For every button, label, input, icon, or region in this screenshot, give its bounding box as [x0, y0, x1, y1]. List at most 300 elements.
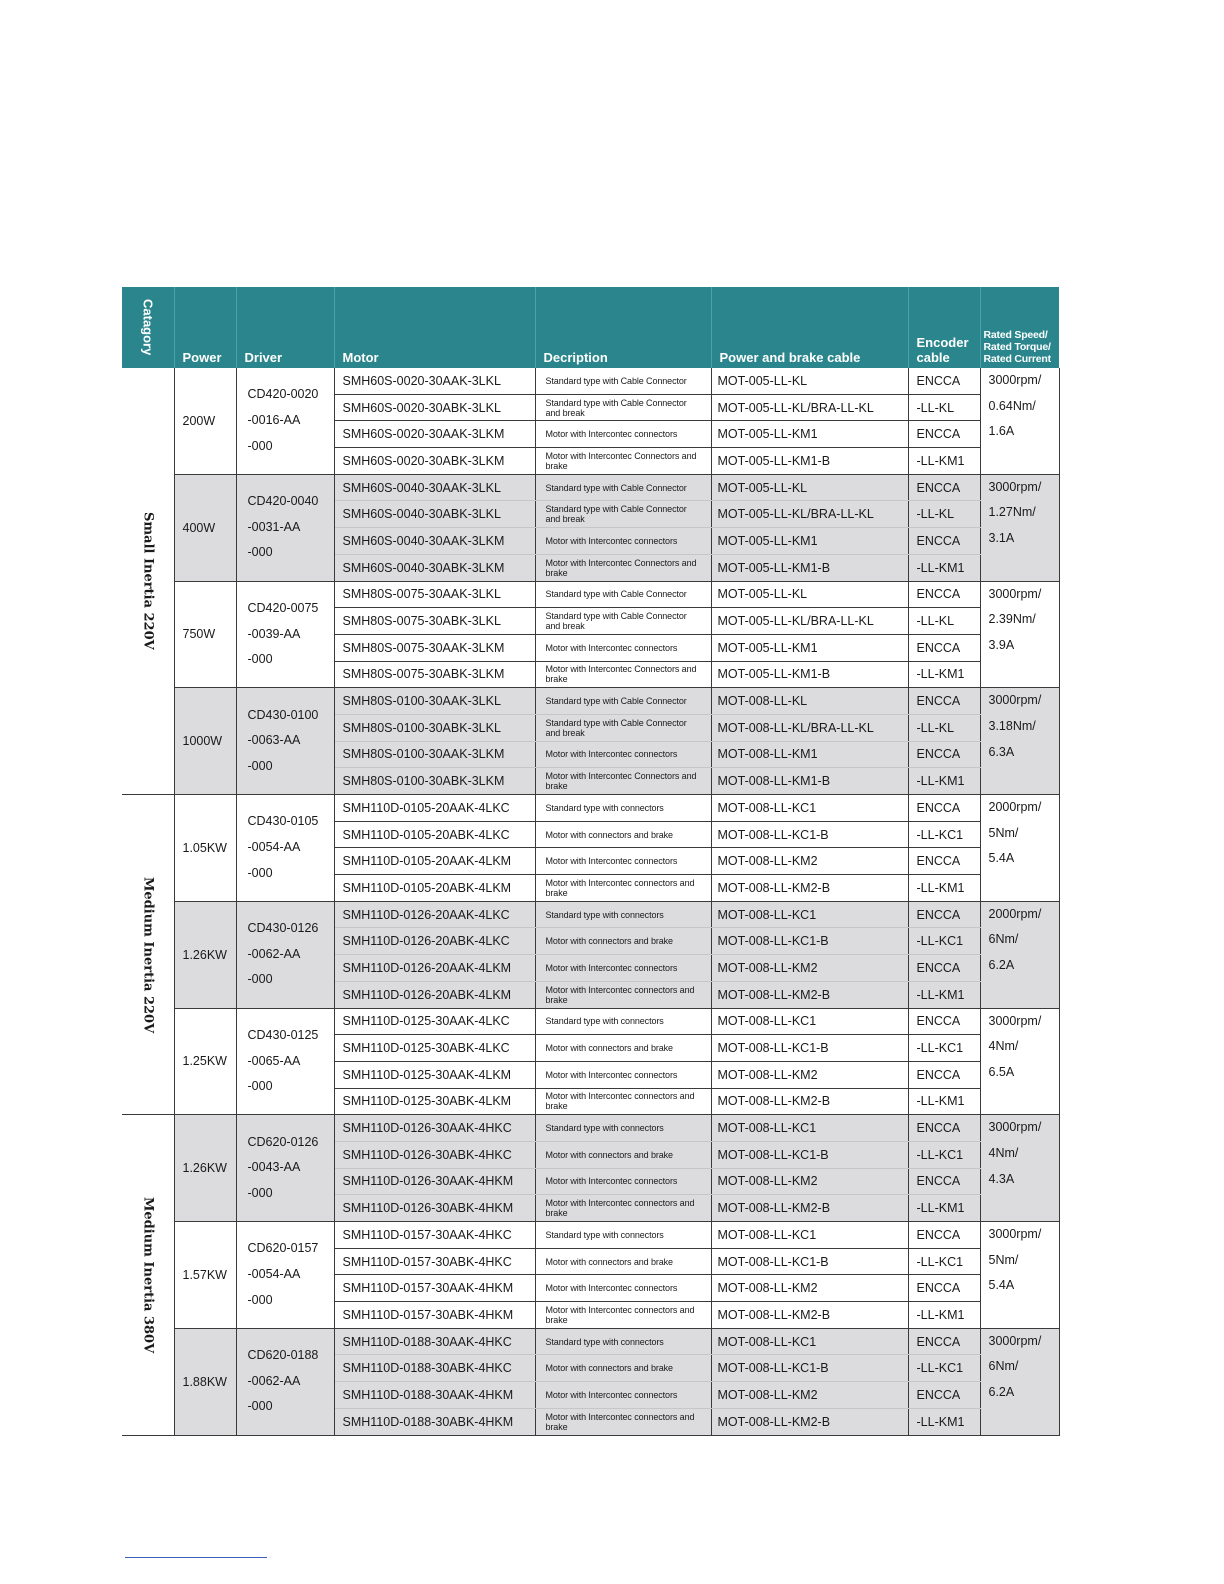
power-cable-cell: MOT-005-LL-KL: [711, 581, 908, 608]
description-cell: [535, 981, 711, 1008]
encoder-cable-cell: -LL-KL: [908, 394, 980, 421]
rated-line: 2000rpm/: [988, 906, 1042, 921]
encoder-cable-cell: ENCCA: [908, 741, 980, 768]
power-cable-cell: MOT-008-LL-KC1-B: [711, 1141, 908, 1168]
power-cable-cell: MOT-008-LL-KM2: [711, 1168, 908, 1195]
driver-line: -000: [247, 1399, 273, 1414]
encoder-cable-cell: ENCCA: [908, 1222, 980, 1249]
power-cable-cell: MOT-005-LL-KL: [711, 368, 908, 394]
description-text: Standard type with connectors: [545, 1336, 664, 1347]
description-cell: [535, 1035, 711, 1062]
encoder-cable-cell: ENCCA: [908, 688, 980, 715]
motor-cell: SMH110D-0126-30AAK-4HKM: [334, 1168, 535, 1195]
description-text: Standard type with connectors: [545, 909, 664, 920]
motor-cell: SMH80S-0100-30ABK-3LKM: [334, 768, 535, 795]
driver-line: CD620-0126: [247, 1134, 319, 1149]
description-cell: [535, 768, 711, 795]
motor-cell: SMH110D-0105-20AAK-4LKC: [334, 795, 535, 822]
description-cell: [535, 714, 711, 741]
driver-cell: [236, 795, 334, 902]
driver-line: -0065-AA: [247, 1053, 301, 1068]
rated-line: 3000rpm/: [988, 693, 1042, 708]
driver-line: -000: [247, 652, 273, 667]
description-text: Standard type with connectors: [545, 1016, 664, 1027]
rated-line: 6.5A: [988, 1064, 1015, 1079]
motor-cell: SMH110D-0125-30ABK-4LKC: [334, 1035, 535, 1062]
encoder-cable-cell: ENCCA: [908, 581, 980, 608]
rated-line: 3000rpm/: [988, 586, 1042, 601]
encoder-cable-cell: -LL-KM1: [908, 1408, 980, 1435]
driver-line: CD620-0188: [247, 1348, 319, 1363]
table-row: [122, 474, 1059, 501]
description-cell: [535, 421, 711, 448]
driver-cell: [236, 1008, 334, 1115]
encoder-cable-cell: -LL-KL: [908, 608, 980, 635]
description-text: Standard type with Cable Connector: [545, 482, 687, 493]
motor-cell: SMH60S-0040-30ABK-3LKL: [334, 501, 535, 528]
power-cable-cell: MOT-005-LL-KM1: [711, 528, 908, 555]
description-text: Standard type with Cable Connector: [545, 589, 687, 600]
rated-cell: [980, 1008, 1059, 1115]
rated-line: 2.39Nm/: [988, 612, 1036, 627]
rated-line: 3.9A: [988, 637, 1015, 652]
encoder-cable-cell: -LL-KM1: [908, 448, 980, 475]
encoder-cable-cell: -LL-KC1: [908, 821, 980, 848]
driver-line: -0062-AA: [247, 946, 301, 961]
description-text: Motor with Intercontec Connectors and brake: [545, 450, 697, 471]
power-cable-cell: MOT-008-LL-KC1: [711, 1222, 908, 1249]
driver-line: CD420-0075: [247, 600, 319, 615]
description-cell: [535, 448, 711, 475]
encoder-cable-cell: ENCCA: [908, 1275, 980, 1302]
rated-line: 1.27Nm/: [988, 505, 1036, 520]
motor-cell: SMH60S-0040-30AAK-3LKL: [334, 474, 535, 501]
description-cell: [535, 581, 711, 608]
driver-line: -000: [247, 438, 273, 453]
description-cell: [535, 1382, 711, 1409]
power-cell: 1.25KW: [174, 1008, 236, 1115]
description-text: Motor with connectors and brake: [545, 1149, 673, 1160]
table-row: [122, 901, 1059, 928]
header-power: Power: [174, 287, 236, 368]
encoder-cable-cell: ENCCA: [908, 1115, 980, 1142]
power-cable-cell: MOT-008-LL-KM2: [711, 1275, 908, 1302]
power-cell: 750W: [174, 581, 236, 688]
driver-line: CD430-0126: [247, 921, 319, 936]
description-text: Motor with Intercontec Connectors and brake: [545, 771, 697, 792]
driver-cell: [236, 1115, 334, 1222]
encoder-cable-cell: -LL-KC1: [908, 1141, 980, 1168]
encoder-cable-cell: ENCCA: [908, 1382, 980, 1409]
description-cell: [535, 1141, 711, 1168]
driver-cell: [236, 1222, 334, 1329]
rated-line: 5.4A: [988, 851, 1015, 866]
description-text: Standard type with Cable Connector and break: [545, 611, 687, 632]
motor-cell: SMH80S-0075-30AAK-3LKM: [334, 634, 535, 661]
power-cable-cell: MOT-008-LL-KC1-B: [711, 1248, 908, 1275]
power-cable-cell: MOT-005-LL-KM1-B: [711, 448, 908, 475]
motor-cell: SMH110D-0188-30ABK-4HKM: [334, 1408, 535, 1435]
header-row: [122, 287, 1059, 368]
encoder-cable-cell: -LL-KM1: [908, 1088, 980, 1115]
description-text: Motor with Intercontec connectors and brake: [545, 1411, 695, 1432]
category-label: Small Inertia 220V: [140, 512, 156, 650]
rated-line: 4Nm/: [988, 1039, 1019, 1054]
description-cell: [535, 928, 711, 955]
motor-cell: SMH60S-0020-30ABK-3LKL: [334, 394, 535, 421]
rated-cell: [980, 1328, 1059, 1435]
description-cell: [535, 821, 711, 848]
encoder-cable-cell: ENCCA: [908, 368, 980, 394]
power-cell: 1.57KW: [174, 1222, 236, 1329]
power-cable-cell: MOT-008-LL-KC1: [711, 1115, 908, 1142]
motor-cell: SMH60S-0020-30ABK-3LKM: [334, 448, 535, 475]
driver-line: CD620-0157: [247, 1241, 319, 1256]
rated-cell: [980, 1115, 1059, 1222]
rated-line: 4Nm/: [988, 1145, 1019, 1160]
description-text: Standard type with connectors: [545, 1229, 664, 1240]
power-cell: 1.88KW: [174, 1328, 236, 1435]
description-cell: [535, 1088, 711, 1115]
driver-cell: [236, 1328, 334, 1435]
driver-cell: [236, 474, 334, 581]
motor-cell: SMH80S-0075-30AAK-3LKL: [334, 581, 535, 608]
driver-line: -0054-AA: [247, 840, 301, 855]
rated-cell: [980, 901, 1059, 1008]
category-label: Medium Inertia 220V: [140, 876, 156, 1033]
motor-cell: SMH110D-0126-30ABK-4HKM: [334, 1195, 535, 1222]
encoder-cable-cell: ENCCA: [908, 634, 980, 661]
description-text: Motor with Intercontec connectors: [545, 429, 678, 440]
power-cable-cell: MOT-008-LL-KC1-B: [711, 928, 908, 955]
rated-line: 5Nm/: [988, 1252, 1019, 1267]
category-cell: [122, 795, 174, 1115]
category-cell: [122, 368, 174, 795]
description-text: Standard type with Cable Connector: [545, 375, 687, 386]
description-cell: [535, 368, 711, 394]
description-cell: [535, 1195, 711, 1222]
description-text: Motor with Intercontec connectors: [545, 962, 678, 973]
description-cell: [535, 848, 711, 875]
power-cable-cell: MOT-005-LL-KL: [711, 474, 908, 501]
description-text: Standard type with Cable Connector and break: [545, 397, 687, 418]
rated-line: 3.1A: [988, 531, 1015, 546]
power-cable-cell: MOT-008-LL-KC1: [711, 901, 908, 928]
description-text: Motor with Intercontec connectors and brake: [545, 1091, 695, 1112]
encoder-cable-cell: -LL-KC1: [908, 928, 980, 955]
description-cell: [535, 634, 711, 661]
description-cell: [535, 1275, 711, 1302]
description-cell: [535, 1115, 711, 1142]
description-text: Standard type with Cable Connector and break: [545, 504, 687, 525]
rated-cell: [980, 795, 1059, 902]
driver-line: -000: [247, 758, 273, 773]
encoder-cable-cell: ENCCA: [908, 901, 980, 928]
driver-line: -000: [247, 972, 273, 987]
power-cable-cell: MOT-008-LL-KM2-B: [711, 1088, 908, 1115]
encoder-cable-cell: -LL-KM1: [908, 554, 980, 581]
description-cell: [535, 901, 711, 928]
encoder-cable-cell: -LL-KC1: [908, 1248, 980, 1275]
servo-spec-table: [122, 287, 1060, 1436]
motor-cell: SMH110D-0126-20ABK-4LKC: [334, 928, 535, 955]
header-rated: Rated Speed/ Rated Torque/ Rated Current: [980, 287, 1059, 368]
motor-cell: SMH110D-0157-30ABK-4HKM: [334, 1302, 535, 1329]
rated-line: 3000rpm/: [988, 479, 1042, 494]
rated-line: 2000rpm/: [988, 800, 1042, 814]
description-cell: [535, 554, 711, 581]
motor-cell: SMH110D-0126-30AAK-4HKC: [334, 1115, 535, 1142]
description-cell: [535, 1408, 711, 1435]
rated-line: 6Nm/: [988, 1359, 1019, 1374]
motor-cell: SMH110D-0126-20AAK-4LKM: [334, 955, 535, 982]
encoder-cable-cell: -LL-KM1: [908, 1195, 980, 1222]
power-cell: 1.26KW: [174, 901, 236, 1008]
description-text: Standard type with connectors: [545, 802, 664, 813]
power-cable-cell: MOT-008-LL-KM1-B: [711, 768, 908, 795]
rated-line: 6.2A: [988, 958, 1015, 973]
description-cell: [535, 661, 711, 688]
motor-cell: SMH110D-0125-30AAK-4LKM: [334, 1061, 535, 1088]
rated-line: 3.18Nm/: [988, 718, 1036, 733]
driver-cell: [236, 901, 334, 1008]
table-row: [122, 795, 1059, 822]
description-cell: [535, 394, 711, 421]
encoder-cable-cell: ENCCA: [908, 848, 980, 875]
description-text: Motor with Intercontec connectors: [545, 1176, 678, 1187]
motor-cell: SMH110D-0157-30ABK-4HKC: [334, 1248, 535, 1275]
encoder-cable-cell: ENCCA: [908, 1061, 980, 1088]
motor-cell: SMH110D-0125-30AAK-4LKC: [334, 1008, 535, 1035]
description-cell: [535, 1061, 711, 1088]
description-cell: [535, 955, 711, 982]
power-cable-cell: MOT-005-LL-KM1: [711, 421, 908, 448]
rated-cell: [980, 581, 1059, 688]
motor-cell: SMH110D-0125-30ABK-4LKM: [334, 1088, 535, 1115]
driver-line: -000: [247, 1079, 273, 1094]
table-row: [122, 688, 1059, 715]
description-text: Motor with Intercontec connectors: [545, 1069, 678, 1080]
power-cell: 1.26KW: [174, 1115, 236, 1222]
encoder-cable-cell: -LL-KC1: [908, 1035, 980, 1062]
category-label: Medium Inertia 380V: [140, 1196, 156, 1353]
rated-line: 6Nm/: [988, 932, 1019, 947]
rated-line: 3000rpm/: [988, 1120, 1042, 1135]
description-cell: [535, 795, 711, 822]
motor-cell: SMH110D-0126-30ABK-4HKC: [334, 1141, 535, 1168]
header-category: Catagory: [122, 287, 174, 368]
encoder-cable-cell: -LL-KL: [908, 714, 980, 741]
header-description: Decription: [535, 287, 711, 368]
motor-cell: SMH80S-0075-30ABK-3LKL: [334, 608, 535, 635]
encoder-cable-cell: -LL-KL: [908, 501, 980, 528]
motor-cell: SMH110D-0105-20AAK-4LKM: [334, 848, 535, 875]
motor-cell: SMH110D-0105-20ABK-4LKM: [334, 875, 535, 902]
description-text: Motor with Intercontec connectors and brake: [545, 1198, 695, 1219]
driver-cell: [236, 368, 334, 474]
description-cell: [535, 474, 711, 501]
power-cable-cell: MOT-008-LL-KM2-B: [711, 875, 908, 902]
table-row: [122, 1115, 1059, 1142]
power-cable-cell: MOT-005-LL-KL/BRA-LL-KL: [711, 394, 908, 421]
power-cable-cell: MOT-008-LL-KM1: [711, 741, 908, 768]
rated-cell: [980, 1222, 1059, 1329]
description-text: Motor with Intercontec connectors and brake: [545, 984, 695, 1005]
power-cable-cell: MOT-005-LL-KL/BRA-LL-KL: [711, 501, 908, 528]
description-text: Motor with connectors and brake: [545, 1256, 673, 1267]
power-cable-cell: MOT-008-LL-KM2-B: [711, 981, 908, 1008]
driver-line: -0016-AA: [247, 413, 301, 428]
description-cell: [535, 528, 711, 555]
motor-cell: SMH110D-0188-30AAK-4HKC: [334, 1328, 535, 1355]
description-text: Motor with Intercontec Connectors and brake: [545, 557, 697, 578]
power-cable-cell: MOT-008-LL-KC1-B: [711, 1355, 908, 1382]
driver-line: CD420-0020: [247, 387, 319, 402]
power-cable-cell: MOT-008-LL-KC1-B: [711, 1035, 908, 1062]
encoder-cable-cell: -LL-KM1: [908, 1302, 980, 1329]
power-cable-cell: MOT-008-LL-KM2: [711, 848, 908, 875]
motor-cell: SMH110D-0126-20ABK-4LKM: [334, 981, 535, 1008]
motor-cell: SMH80S-0075-30ABK-3LKM: [334, 661, 535, 688]
power-cable-cell: MOT-008-LL-KC1: [711, 1328, 908, 1355]
driver-line: -0063-AA: [247, 733, 301, 748]
encoder-cable-cell: -LL-KM1: [908, 875, 980, 902]
driver-line: CD430-0125: [247, 1027, 319, 1042]
power-cable-cell: MOT-008-LL-KL: [711, 688, 908, 715]
description-text: Standard type with Cable Connector and break: [545, 717, 687, 738]
driver-line: -000: [247, 545, 273, 560]
description-cell: [535, 1222, 711, 1249]
description-text: Motor with Intercontec Connectors and brake: [545, 664, 697, 685]
rated-line: 6.2A: [988, 1385, 1015, 1400]
driver-line: -000: [247, 1292, 273, 1307]
description-text: Motor with Intercontec connectors and brake: [545, 1304, 695, 1325]
description-cell: [535, 741, 711, 768]
description-cell: [535, 608, 711, 635]
encoder-cable-cell: -LL-KC1: [908, 1355, 980, 1382]
footer-divider: [125, 1557, 267, 1558]
rated-line: 5.4A: [988, 1278, 1015, 1293]
rated-line: 3000rpm/: [988, 1013, 1042, 1028]
power-cable-cell: MOT-008-LL-KM2-B: [711, 1408, 908, 1435]
power-cable-cell: MOT-005-LL-KL/BRA-LL-KL: [711, 608, 908, 635]
power-cable-cell: MOT-005-LL-KM1-B: [711, 554, 908, 581]
description-text: Standard type with Cable Connector: [545, 696, 687, 707]
description-text: Motor with connectors and brake: [545, 829, 673, 840]
encoder-cable-cell: ENCCA: [908, 1328, 980, 1355]
description-text: Motor with Intercontec connectors: [545, 642, 678, 653]
encoder-cable-cell: ENCCA: [908, 795, 980, 822]
power-cell: 200W: [174, 368, 236, 474]
rated-line: 3000rpm/: [988, 373, 1042, 387]
rated-line: 0.64Nm/: [988, 398, 1036, 413]
driver-line: CD430-0105: [247, 814, 319, 829]
motor-cell: SMH110D-0157-30AAK-4HKM: [334, 1275, 535, 1302]
description-cell: [535, 1168, 711, 1195]
encoder-cable-cell: ENCCA: [908, 474, 980, 501]
table-body: [122, 368, 1059, 1435]
rated-line: 6.3A: [988, 744, 1015, 759]
driver-line: CD420-0040: [247, 494, 319, 509]
power-cable-cell: MOT-008-LL-KM2-B: [711, 1195, 908, 1222]
power-cable-cell: MOT-008-LL-KC1: [711, 795, 908, 822]
power-cable-cell: MOT-008-LL-KC1: [711, 1008, 908, 1035]
description-text: Standard type with connectors: [545, 1123, 664, 1134]
rated-line: 4.3A: [988, 1171, 1015, 1186]
rated-line: 5Nm/: [988, 825, 1019, 840]
description-text: Motor with Intercontec connectors: [545, 1283, 678, 1294]
motor-cell: SMH110D-0157-30AAK-4HKC: [334, 1222, 535, 1249]
encoder-cable-cell: ENCCA: [908, 1008, 980, 1035]
motor-cell: SMH80S-0100-30AAK-3LKM: [334, 741, 535, 768]
encoder-cable-cell: -LL-KM1: [908, 981, 980, 1008]
motor-cell: SMH60S-0020-30AAK-3LKL: [334, 368, 535, 394]
rated-line: 3000rpm/: [988, 1227, 1042, 1241]
driver-line: -0062-AA: [247, 1373, 301, 1388]
description-cell: [535, 501, 711, 528]
rated-cell: [980, 688, 1059, 795]
motor-cell: SMH110D-0126-20AAK-4LKC: [334, 901, 535, 928]
rated-line: 1.6A: [988, 424, 1015, 439]
driver-line: -0043-AA: [247, 1160, 301, 1175]
description-cell: [535, 1328, 711, 1355]
motor-cell: SMH60S-0020-30AAK-3LKM: [334, 421, 535, 448]
description-text: Motor with Intercontec connectors: [545, 749, 678, 760]
power-cable-cell: MOT-008-LL-KC1-B: [711, 821, 908, 848]
driver-cell: [236, 581, 334, 688]
driver-line: -0039-AA: [247, 626, 301, 641]
encoder-cable-cell: ENCCA: [908, 955, 980, 982]
header-motor: Motor: [334, 287, 535, 368]
table-row: [122, 1222, 1059, 1249]
power-cable-cell: MOT-008-LL-KM2: [711, 1061, 908, 1088]
description-cell: [535, 1355, 711, 1382]
power-cable-cell: MOT-005-LL-KM1-B: [711, 661, 908, 688]
description-text: Motor with Intercontec connectors and brake: [545, 877, 695, 898]
encoder-cable-cell: ENCCA: [908, 1168, 980, 1195]
description-cell: [535, 1248, 711, 1275]
description-cell: [535, 1008, 711, 1035]
power-cable-cell: MOT-008-LL-KM2: [711, 955, 908, 982]
encoder-cable-cell: ENCCA: [908, 421, 980, 448]
description-cell: [535, 875, 711, 902]
motor-cell: SMH80S-0100-30ABK-3LKL: [334, 714, 535, 741]
header-power-cable: Power and brake cable: [711, 287, 908, 368]
motor-cell: SMH60S-0040-30AAK-3LKM: [334, 528, 535, 555]
description-text: Motor with Intercontec connectors: [545, 535, 678, 546]
motor-cell: SMH110D-0188-30AAK-4HKM: [334, 1382, 535, 1409]
motor-cell: SMH60S-0040-30ABK-3LKM: [334, 554, 535, 581]
power-cable-cell: MOT-008-LL-KM2: [711, 1382, 908, 1409]
header-driver: Driver: [236, 287, 334, 368]
power-cable-cell: MOT-005-LL-KM1: [711, 634, 908, 661]
motor-cell: SMH80S-0100-30AAK-3LKL: [334, 688, 535, 715]
description-text: Motor with connectors and brake: [545, 936, 673, 947]
header-encoder-cable: Encoder cable: [908, 287, 980, 368]
table-row: [122, 368, 1059, 394]
rated-cell: [980, 474, 1059, 581]
description-text: Motor with Intercontec connectors: [545, 1389, 678, 1400]
table-row: [122, 1008, 1059, 1035]
driver-line: -000: [247, 1185, 273, 1200]
encoder-cable-cell: -LL-KM1: [908, 768, 980, 795]
power-cell: 1000W: [174, 688, 236, 795]
driver-line: -0031-AA: [247, 519, 301, 534]
description-text: Motor with connectors and brake: [545, 1363, 673, 1374]
driver-line: -000: [247, 865, 273, 880]
description-text: Motor with Intercontec connectors: [545, 856, 678, 867]
encoder-cable-cell: ENCCA: [908, 528, 980, 555]
